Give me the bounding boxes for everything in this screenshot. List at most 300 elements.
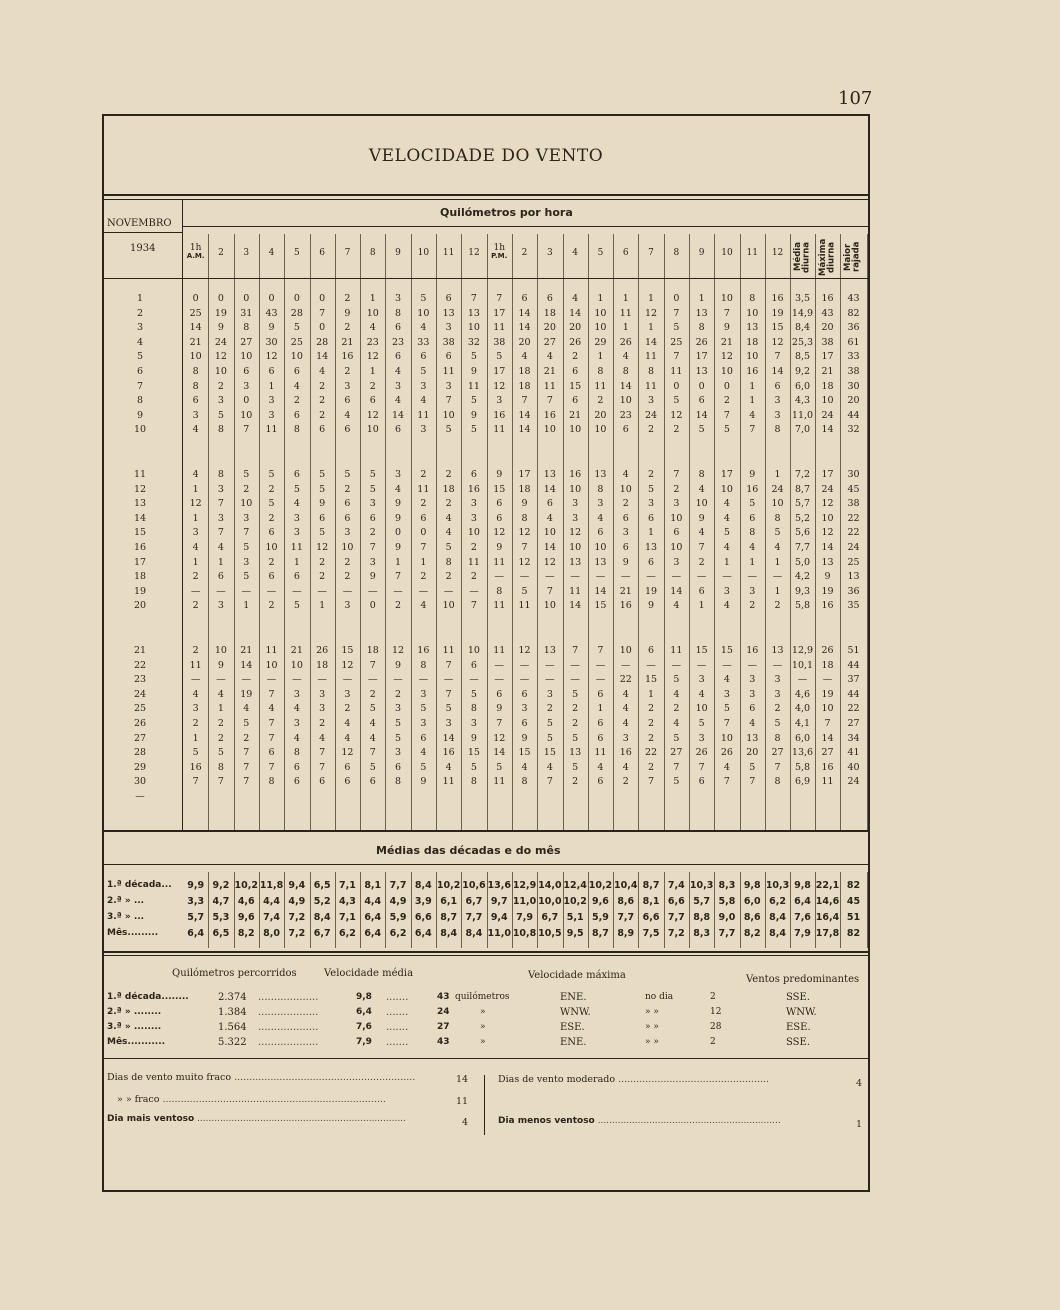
table-cell: 6	[546, 498, 553, 510]
table-cell: 7	[395, 571, 402, 583]
summary-cell: 10,6	[462, 880, 486, 891]
table-cell: 3	[293, 527, 300, 539]
table-cell: 1	[774, 556, 781, 568]
table-cell: 1	[622, 322, 629, 334]
table-cell: 4	[344, 718, 351, 729]
table-cell: 10	[442, 409, 455, 421]
dias-fraco-value: 11	[456, 1096, 469, 1107]
table-cell: 11	[265, 424, 278, 436]
table-cell: 11	[644, 380, 658, 392]
table-cell: 2	[344, 322, 351, 334]
table-cell: 2	[648, 718, 655, 729]
day-label: 22	[133, 659, 147, 671]
table-cell: 10	[240, 498, 253, 510]
day-label: 7	[136, 380, 144, 392]
day-label: 17	[133, 556, 147, 568]
table-cell: 3	[293, 718, 300, 729]
no-dia-label: » »	[645, 1022, 659, 1032]
table-cell: 3	[369, 556, 376, 568]
table-cell: 7	[774, 761, 781, 773]
table-cell: —	[292, 674, 302, 686]
table-cell: 3	[293, 688, 300, 700]
table-cell: 10	[720, 732, 733, 744]
table-cell: 8	[192, 380, 199, 392]
table-cell: 5	[470, 688, 477, 700]
table-cell: 16	[619, 747, 632, 759]
table-cell: 18	[442, 483, 455, 495]
table-cell: 4	[723, 498, 730, 510]
table-cell: 7	[723, 718, 730, 729]
table-cell: 12	[518, 645, 531, 656]
table-cell: 8	[470, 703, 477, 715]
table-cell: 19	[240, 688, 253, 700]
table-cell: 16	[442, 747, 455, 759]
table-cell: 6	[293, 366, 300, 377]
table-cell: 5	[395, 732, 402, 744]
hour-header: 2	[218, 248, 224, 258]
vel-media-dots: .......	[386, 1022, 409, 1033]
table-cell: 2	[344, 571, 351, 583]
summary-cell: 5,2	[313, 896, 331, 907]
table-cell: 7	[268, 761, 275, 773]
table-cell: 11	[594, 380, 607, 392]
table-cell: 6	[319, 424, 326, 436]
summary-cell: 12,4	[563, 880, 587, 891]
hour-header: 12	[771, 248, 784, 258]
no-dia-label: no dia	[645, 992, 674, 1002]
summary-column-rule	[411, 872, 412, 948]
table-cell: 10	[746, 351, 759, 363]
table-cell: 3	[395, 703, 402, 715]
table-cell: 10	[417, 307, 430, 319]
summary-cell: 3,9	[414, 896, 432, 907]
table-cell: —	[494, 674, 504, 686]
vel-max-direction: ENE.	[560, 992, 587, 1003]
table-cell: 3	[774, 409, 781, 421]
table-cell: 2	[420, 469, 427, 480]
table-cell: 37	[847, 674, 860, 686]
table-cell: 5	[445, 703, 452, 715]
table-cell: 7	[723, 307, 730, 319]
table-cell: 4	[293, 380, 300, 392]
table-cell: 23	[366, 336, 379, 348]
table-cell: 25,3	[791, 336, 814, 348]
day-label: 24	[133, 688, 147, 700]
table-cell: 14	[518, 424, 531, 436]
table-cell: —	[696, 659, 707, 671]
table-cell: 2	[622, 498, 629, 510]
table-cell: 13	[442, 307, 455, 319]
summary-column-rule	[815, 872, 816, 948]
table-cell: 7	[319, 747, 326, 759]
table-cell: 16	[417, 645, 430, 656]
table-cell: 13	[594, 556, 607, 568]
table-cell: 7	[243, 747, 250, 759]
stat-header: Média diurna	[793, 241, 812, 273]
table-cell: —	[393, 674, 403, 686]
summary-column-rule	[487, 872, 488, 948]
table-cell: 5	[395, 718, 402, 729]
table-cell: 6,0	[794, 732, 811, 744]
table-cell: 38	[847, 366, 860, 377]
summary-cell: 6,4	[794, 896, 811, 907]
table-cell: 7	[445, 395, 452, 407]
table-cell: 12,9	[791, 645, 814, 656]
table-cell: 5	[774, 527, 781, 539]
table-cell: 10	[670, 542, 683, 553]
table-cell: 6	[445, 293, 452, 304]
table-cell: 24	[821, 483, 834, 495]
table-cell: 27	[670, 747, 683, 759]
summary-cell: 7,9	[516, 912, 533, 923]
vento-predominante: SSE.	[786, 1037, 811, 1048]
table-cell: 9	[470, 409, 477, 421]
table-cell: 2	[698, 556, 705, 568]
summary-row-label: 1.ª década...	[107, 880, 172, 890]
table-cell: 13	[695, 307, 708, 319]
table-cell: 10	[771, 498, 784, 510]
table-cell: 14	[569, 307, 582, 319]
table-cell: 12	[493, 380, 506, 392]
table-cell: 11	[493, 556, 506, 568]
table-cell: 6	[521, 688, 528, 700]
table-cell: 0	[243, 395, 250, 407]
table-cell: 5	[217, 409, 224, 421]
dia-menos-ventoso-label: Dia menos ventoso ................................................................	[498, 1116, 781, 1126]
table-cell: 5	[648, 483, 655, 495]
table-cell: 7	[723, 409, 730, 421]
table-cell: 4	[572, 293, 579, 304]
table-cell: 3	[319, 688, 326, 700]
table-cell: 20	[518, 336, 531, 348]
table-cell: 3	[420, 688, 427, 700]
table-cell: 4	[445, 527, 452, 539]
table-cell: 16	[493, 409, 506, 421]
table-cell: 6	[648, 556, 655, 568]
hour-header: 8	[673, 248, 680, 258]
table-cell: 3	[774, 688, 781, 700]
table-cell: 5,2	[794, 512, 811, 524]
table-cell: 1	[597, 703, 604, 715]
table-cell: 6	[597, 688, 604, 700]
table-cell: 2	[344, 556, 351, 568]
table-cell: 6	[749, 703, 756, 715]
table-cell: —	[620, 659, 631, 671]
summary-cell: 6,4	[364, 912, 382, 923]
table-cell: 2	[344, 366, 351, 377]
table-cell: —	[595, 674, 606, 686]
table-cell: 10	[670, 512, 683, 524]
summary-cell: 6,2	[769, 896, 786, 907]
table-cell: 3	[673, 498, 680, 510]
table-cell: 21	[189, 336, 202, 348]
table-cell: 27	[847, 718, 860, 729]
table-cell: 3	[546, 688, 553, 700]
table-cell: 2	[319, 718, 326, 729]
table-cell: 0	[420, 527, 427, 539]
table-cell: 10	[543, 600, 556, 612]
table-cell: 30	[847, 380, 860, 392]
table-cell: 18	[821, 659, 834, 671]
table-cell: 11	[442, 366, 455, 377]
summary-cell: 14,6	[815, 896, 840, 907]
dia-mais-ventoso-value: 4	[462, 1117, 469, 1128]
table-cell: 8	[496, 585, 503, 597]
table-cell: 12	[821, 498, 834, 510]
hour-header-period: P.M.	[491, 252, 508, 260]
table-cell: 12	[341, 747, 354, 759]
summary-cell: 8,1	[642, 896, 660, 907]
day-label: 21	[133, 645, 147, 656]
table-cell: 15	[695, 645, 708, 656]
table-cell: 11	[189, 659, 202, 671]
table-cell: 1	[648, 322, 655, 334]
table-cell: 2	[293, 395, 300, 407]
table-cell: 14	[670, 585, 683, 597]
table-cell: 9	[521, 732, 528, 744]
table-cell: 22	[847, 527, 860, 539]
table-cell: 8	[774, 424, 781, 436]
table-cell: 43	[821, 307, 834, 319]
table-cell: 13	[746, 322, 759, 334]
summary-cell: 8,4	[769, 912, 786, 923]
table-cell: 7	[217, 527, 224, 539]
table-cell: 6	[344, 498, 351, 510]
table-cell: 7,0	[794, 424, 811, 436]
table-cell: 43	[847, 293, 860, 304]
table-cell: 13	[644, 542, 658, 553]
table-cell: 6	[698, 395, 705, 407]
table-cell: 1	[217, 703, 224, 715]
table-cell: 28	[316, 336, 329, 348]
table-cell: 10	[821, 395, 834, 407]
table-cell: 8	[217, 761, 224, 773]
table-cell: 3	[774, 395, 781, 407]
table-cell: 4	[546, 512, 553, 524]
km-value: 5.322	[218, 1037, 247, 1048]
table-cell: 2	[420, 571, 427, 583]
table-cell: 1	[648, 527, 655, 539]
table-cell: 6	[344, 512, 351, 524]
hour-header: 5	[293, 248, 300, 258]
table-cell: 4	[192, 688, 199, 700]
dias-moderado-value: 4	[856, 1078, 863, 1089]
summary-cell: 8,7	[440, 912, 458, 923]
table-cell: 5	[749, 761, 756, 773]
table-cell: 0	[369, 600, 376, 612]
table-cell: 4	[293, 732, 300, 744]
table-cell: 9	[217, 322, 224, 334]
table-cell: 12	[391, 645, 405, 656]
table-cell: 2	[572, 718, 579, 729]
table-cell: 5	[293, 483, 300, 495]
table-cell: 7	[243, 424, 250, 436]
table-cell: 3	[572, 498, 579, 510]
day-label: 8	[136, 395, 144, 407]
table-cell: 4,2	[794, 571, 811, 583]
table-cell: 4	[293, 498, 300, 510]
table-cell: 15	[771, 322, 784, 334]
table-cell: 5	[445, 542, 452, 553]
table-cell: 17	[493, 366, 506, 377]
table-cell: 18	[366, 645, 379, 656]
table-cell: 14	[821, 542, 834, 553]
table-cell: 4	[192, 542, 199, 553]
table-cell: 24	[821, 409, 834, 421]
table-cell: 8	[698, 469, 705, 480]
table-cell: 36	[847, 585, 860, 597]
summary-column-rule	[840, 872, 841, 948]
table-cell: 5	[698, 718, 705, 729]
table-cell: 8	[774, 776, 781, 788]
table-cell: 6	[622, 542, 629, 553]
table-cell: 2	[470, 542, 477, 553]
hour-header: 9	[698, 248, 705, 258]
summary-column-rule	[436, 872, 437, 948]
table-cell: 10	[746, 307, 759, 319]
day-label: 5	[136, 351, 144, 363]
table-cell: 7	[319, 761, 326, 773]
table-cell: 15	[493, 483, 506, 495]
table-cell: 10	[265, 659, 278, 671]
table-cell: 16	[746, 645, 759, 656]
table-cell: 5	[369, 483, 376, 495]
summary-cell: 4,9	[389, 896, 407, 907]
hour-header: 7	[648, 248, 654, 258]
table-cell: 7	[749, 776, 756, 788]
table-cell: 12	[720, 351, 733, 363]
table-cell: 3	[243, 556, 250, 568]
table-cell: 10	[720, 483, 733, 495]
table-cell: 5	[673, 395, 680, 407]
table-cell: —	[822, 674, 833, 686]
table-cell: 82	[847, 307, 860, 319]
summary-cell: 6,6	[642, 912, 660, 923]
table-cell: 9,3	[794, 585, 811, 597]
hour-header: 3	[546, 248, 553, 258]
table-cell: 6	[268, 571, 275, 583]
table-cell: —	[671, 571, 682, 583]
table-cell: 5	[698, 424, 705, 436]
table-cell: 5	[369, 703, 376, 715]
table-cell: 15	[720, 645, 733, 656]
table-cell: 4	[673, 688, 680, 700]
table-cell: 6	[698, 776, 705, 788]
table-cell: 22	[644, 747, 658, 759]
table-cell: 0	[243, 293, 250, 304]
table-cell: 10	[467, 322, 480, 334]
table-cell: 5	[496, 351, 503, 363]
table-cell: 10	[594, 322, 607, 334]
table-cell: 4	[369, 732, 376, 744]
table-cell: 4	[723, 674, 730, 686]
table-cell: 6	[445, 351, 452, 363]
table-cell: 29	[594, 336, 607, 348]
table-cell: 14	[644, 336, 658, 348]
table-cell: 5	[420, 703, 427, 715]
table-cell: 7	[673, 761, 680, 773]
table-cell: 13	[821, 556, 834, 568]
table-cell: —	[317, 674, 327, 686]
table-cell: 2	[774, 703, 781, 715]
vel-max-unit: »	[480, 1007, 486, 1017]
table-cell: 25	[290, 336, 303, 348]
table-cell: 5	[673, 732, 680, 744]
title-rule-thin	[104, 199, 868, 200]
summary-column-rule	[613, 872, 614, 948]
table-cell: 4	[521, 351, 528, 363]
table-cell: —	[772, 571, 783, 583]
table-cell: 5	[496, 761, 503, 773]
summary-cell: 8,2	[743, 928, 761, 939]
table-cell: 5	[192, 747, 199, 759]
table-cell: 17	[720, 469, 733, 480]
table-cell: 12	[518, 527, 531, 539]
table-cell: 1	[192, 483, 199, 495]
table-cell: 3	[445, 322, 452, 334]
table-cell: 7,7	[794, 542, 811, 553]
table-cell: 16	[543, 409, 556, 421]
summary-cell: 5,8	[718, 896, 736, 907]
table-cell: 4,3	[794, 395, 811, 407]
table-cell: 3	[622, 527, 629, 539]
table-cell: —	[469, 585, 479, 597]
vel-max-direction: ESE.	[560, 1022, 585, 1033]
table-cell: 1	[622, 293, 629, 304]
summary-column-rule	[461, 872, 462, 948]
summary-column-rule	[765, 872, 766, 948]
table-cell: 43	[265, 307, 278, 319]
table-cell: 2	[648, 469, 655, 480]
table-cell: 3	[572, 512, 579, 524]
table-cell: 19	[821, 585, 834, 597]
table-cell: 3	[470, 718, 477, 729]
summary-cell: 12,9	[512, 880, 537, 891]
table-cell: 0	[395, 527, 402, 539]
table-cell: 5	[546, 718, 553, 729]
table-cell: 5	[546, 732, 553, 744]
table-cell: 6	[698, 585, 705, 597]
table-cell: 5	[268, 498, 275, 510]
table-cell: —	[519, 659, 530, 671]
summary-column-rule	[790, 872, 791, 948]
table-cell: 16	[619, 600, 632, 612]
table-cell: 10	[569, 542, 582, 553]
table-cell: 9	[395, 659, 402, 671]
summary-cell: 9,4	[490, 912, 508, 923]
table-cell: 6	[572, 366, 579, 377]
table-cell: 3	[470, 512, 477, 524]
table-cell: 2	[268, 556, 275, 568]
dia-value: 28	[710, 1022, 722, 1032]
table-cell: 14	[518, 307, 531, 319]
km-value: 1.384	[218, 1007, 247, 1018]
table-cell: 16	[771, 293, 784, 304]
table-cell: 5	[723, 527, 730, 539]
table-cell: 1	[192, 556, 199, 568]
table-cell: 6	[572, 395, 579, 407]
table-cell: —	[393, 585, 403, 597]
table-cell: 12	[316, 542, 329, 553]
table-cell: 7	[268, 688, 275, 700]
table-cell: 7	[217, 498, 224, 510]
table-cell: 24	[847, 542, 860, 553]
dia-menos-ventoso-value: 1	[856, 1119, 863, 1130]
table-cell: 3	[395, 747, 402, 759]
summary-cell: 5,9	[389, 912, 407, 923]
table-cell: 7	[420, 542, 427, 553]
table-cell: 12	[493, 732, 506, 744]
